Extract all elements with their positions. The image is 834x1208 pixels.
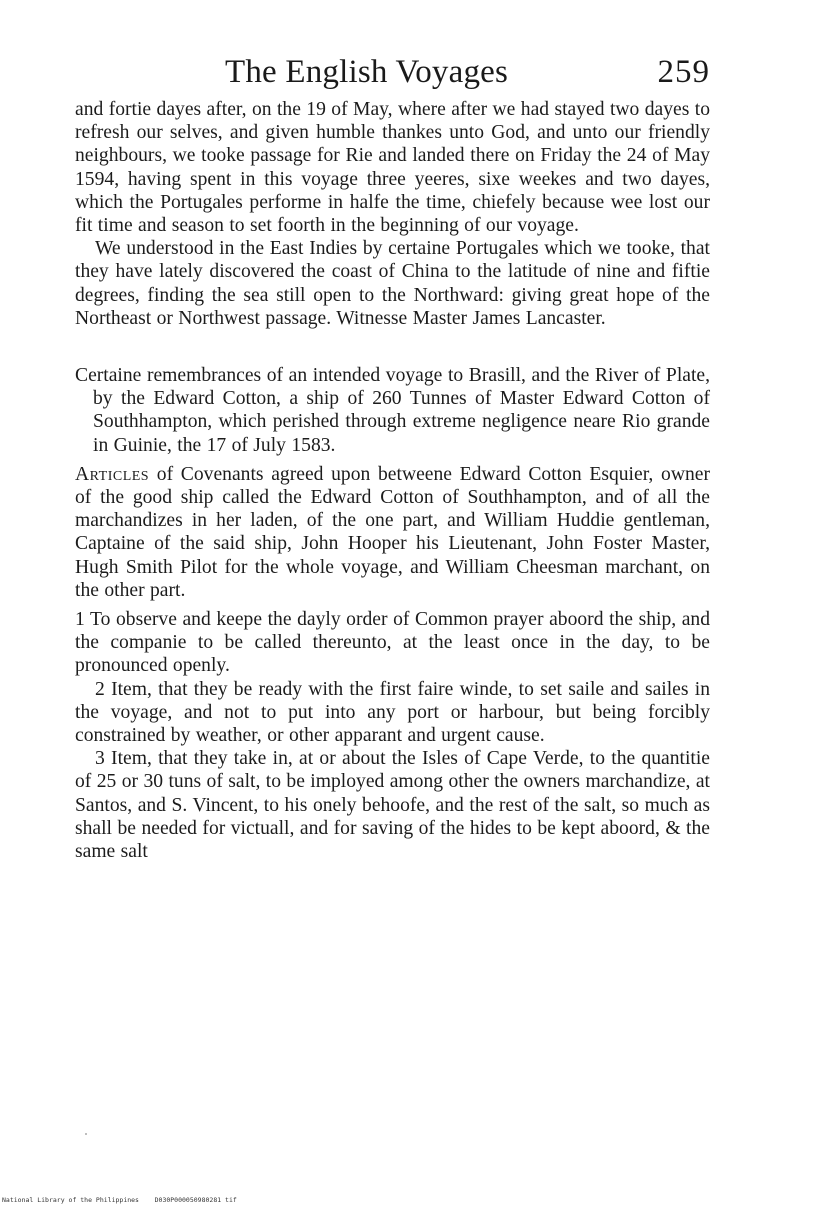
articles-text: of Covenants agreed upon betweene Edward Cotton Esquier, owner of the good ship called the Edward Cotton of Southhampton, and of all the marchandizes in her laden, of the one part, and William Huddie gentleman, Captaine of the said ship, John Hooper his Lieutenant, John Foster Master, Hugh Smith Pilot for the whole voyage, and William Cheesman marchant, on the other part. — [75, 463, 710, 601]
article-item-1: 1 To observe and keepe the dayly order of Common prayer aboord the ship, and the companie to be called thereunto, at the least once in the day, to be pronounced openly. — [75, 609, 710, 677]
body-text — [75, 98, 710, 863]
paper-speck — [85, 1133, 87, 1135]
section-heading: Certaine remembrances of an intended voyage to Brasill, and the River of Plate, by the Edward Cotton, a ship of 260 Tunnes of Master Edward Cotton of Southhampton, which perished through extreme negligence neare Rio grande in Guinie, the 17 of July 1583. — [75, 365, 710, 456]
article-item-3: 3 Item, that they take in, at or about the Isles of Cape Verde, to the quantitie of 25 or 30 tuns of salt, to be imployed among other the owners marchandize, at Santos, and S. Vincent, to his onely behoofe, and the rest of the salt, so much as shall be needed for victuall, and for saving of the hides to be kept aboord, & the same salt — [75, 748, 710, 863]
running-title: The English Voyages — [225, 54, 509, 90]
articles-lead: Articles — [75, 463, 150, 485]
paragraph-china-coast: We understood in the East Indies by certaine Portugales which we tooke, that they have lately discovered the coast of China to the latitude of nine and fiftie degrees, finding the sea still open to the Northward: giving great hope of the Northeast or Northwest passage. Witnesse Master James Lancaster. — [75, 238, 710, 329]
scan-footer: National Library of the Philippines D030P000050980281 tif — [2, 1196, 237, 1204]
paragraph-articles — [75, 463, 710, 602]
article-item-2: 2 Item, that they be ready with the first faire winde, to set saile and sailes in the voyage, and not to put into any port or harbour, but being forcibly constrained by weather, or other apparant and urgent cause. — [75, 678, 710, 747]
page-header — [75, 52, 710, 96]
page-number: 259 — [657, 54, 710, 90]
paragraph-voyage-end: and fortie dayes after, on the 19 of May, where after we had stayed two dayes to refresh our selves, and given humble thankes unto God, and unto our friendly neighbours, we tooke passage for Rie and landed there on Friday the 24 of May 1594, having spent in this voyage three yeeres, sixe weekes and two dayes, which the Portugales performe in halfe the time, chiefely because wee lost our fit time and season to set foorth in the beginning of our voyage. — [75, 99, 710, 237]
